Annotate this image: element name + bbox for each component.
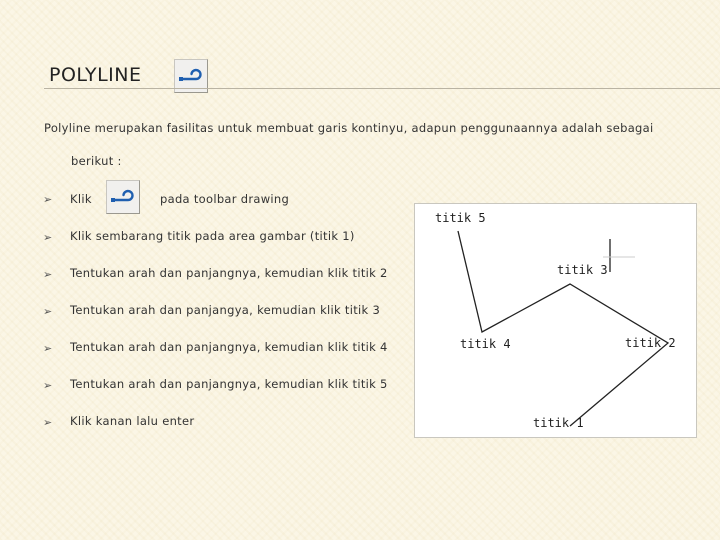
point-label-titik-4: titik 4	[460, 337, 511, 351]
point-label-titik-5: titik 5	[435, 211, 486, 225]
point-label-titik-1: titik 1	[533, 416, 584, 430]
step-1-suffix: pada toolbar drawing	[160, 192, 290, 206]
slide-title: POLYLINE	[49, 64, 142, 86]
bullet-arrow-icon: ➢	[43, 416, 53, 429]
polyline-path	[458, 231, 668, 426]
step-5-text: Tentukan arah dan panjangnya, kemudian klik titik 4	[70, 340, 388, 354]
step-7-text: Klik kanan lalu enter	[70, 414, 195, 428]
step-2-text: Klik sembarang titik pada area gambar (titik 1)	[70, 229, 355, 243]
title-divider	[44, 88, 720, 89]
bullet-arrow-icon: ➢	[43, 342, 53, 355]
intro-text-continued: berikut :	[71, 154, 122, 168]
step-1-text: Klik	[70, 192, 92, 206]
polyline-tool-icon[interactable]	[106, 180, 140, 214]
bullet-arrow-icon: ➢	[43, 193, 53, 206]
step-4-text: Tentukan arah dan panjangya, kemudian klik titik 3	[70, 303, 381, 317]
step-6-text: Tentukan arah dan panjangnya, kemudian klik titik 5	[70, 377, 388, 391]
polyline-diagram	[414, 203, 697, 438]
point-label-titik-2: titik 2	[625, 336, 676, 350]
intro-text: Polyline merupakan fasilitas untuk membuat garis kontinyu, adapun penggunaannya adalah sebagai	[44, 121, 654, 135]
bullet-arrow-icon: ➢	[43, 305, 53, 318]
point-label-titik-3: titik 3	[557, 263, 608, 277]
bullet-arrow-icon: ➢	[43, 379, 53, 392]
step-3-text: Tentukan arah dan panjangnya, kemudian klik titik 2	[70, 266, 388, 280]
bullet-arrow-icon: ➢	[43, 268, 53, 281]
bullet-arrow-icon: ➢	[43, 231, 53, 244]
